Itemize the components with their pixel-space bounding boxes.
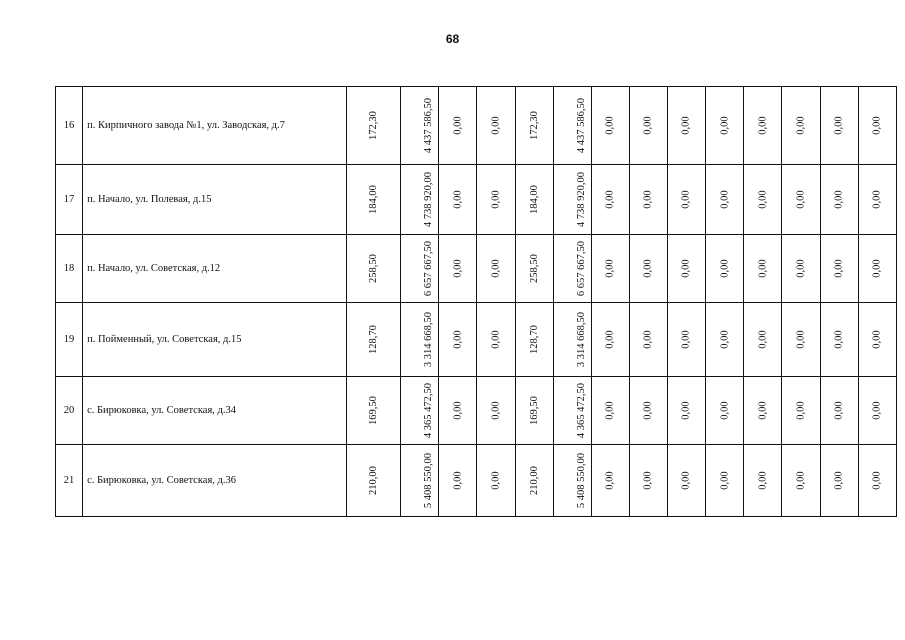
address-cell: п. Кирпичного завода №1, ул. Заводская, д.7 [83, 87, 347, 165]
value-text: 0,00 [452, 190, 464, 209]
value-cell [347, 303, 401, 377]
value-text: 0,00 [719, 116, 731, 135]
table-row [56, 303, 897, 377]
value-cell [706, 377, 744, 445]
value-cell [439, 445, 477, 517]
value-cell [744, 87, 782, 165]
value-text: 0,00 [643, 190, 655, 209]
value-cell [668, 303, 706, 377]
value-cell [515, 165, 553, 235]
value-cell [401, 445, 439, 517]
value-text: 128,70 [368, 325, 380, 354]
value-text: 0,00 [490, 116, 502, 135]
value-text: 0,00 [681, 401, 693, 420]
value-text: 0,00 [795, 190, 807, 209]
address-cell: п. Пойменный, ул. Советская, д.15 [83, 303, 347, 377]
value-text: 184,00 [368, 185, 380, 214]
value-text: 0,00 [681, 471, 693, 490]
value-cell [744, 377, 782, 445]
value-cell [347, 235, 401, 303]
value-cell [515, 235, 553, 303]
value-cell [439, 165, 477, 235]
value-text: 0,00 [871, 471, 883, 490]
value-text: 0,00 [452, 259, 464, 278]
value-cell [629, 377, 667, 445]
value-text: 0,00 [833, 190, 845, 209]
value-cell [591, 87, 629, 165]
value-cell [820, 87, 858, 165]
address-cell: с. Бирюковка, ул. Советская, д.34 [83, 377, 347, 445]
value-text: 4 437 586,50 [423, 97, 435, 154]
value-cell [477, 87, 515, 165]
value-cell [477, 303, 515, 377]
value-text: 4 437 586,50 [575, 97, 587, 154]
value-cell [629, 303, 667, 377]
value-text: 0,00 [490, 471, 502, 490]
value-cell [401, 87, 439, 165]
value-text: 0,00 [871, 259, 883, 278]
value-text: 5 408 550,00 [423, 452, 435, 509]
address-cell: п. Начало, ул. Полевая, д.15 [83, 165, 347, 235]
value-cell [515, 87, 553, 165]
value-cell [477, 445, 515, 517]
value-cell [401, 165, 439, 235]
row-number: 17 [56, 165, 83, 235]
value-cell [591, 165, 629, 235]
value-text: 3 314 668,50 [423, 311, 435, 368]
value-text: 0,00 [833, 330, 845, 349]
value-cell [706, 87, 744, 165]
value-text: 0,00 [719, 190, 731, 209]
value-cell [629, 87, 667, 165]
value-cell [668, 235, 706, 303]
value-cell [782, 87, 820, 165]
value-cell [629, 235, 667, 303]
value-text: 0,00 [757, 471, 769, 490]
value-text: 0,00 [643, 259, 655, 278]
value-cell [347, 165, 401, 235]
value-cell [668, 165, 706, 235]
table-row [56, 235, 897, 303]
value-text: 0,00 [871, 116, 883, 135]
value-text: 0,00 [643, 330, 655, 349]
value-cell [553, 165, 591, 235]
value-text: 3 314 668,50 [575, 311, 587, 368]
value-text: 0,00 [757, 190, 769, 209]
value-text: 0,00 [719, 471, 731, 490]
value-cell [706, 445, 744, 517]
value-text: 128,70 [528, 325, 540, 354]
value-text: 0,00 [795, 471, 807, 490]
value-text: 0,00 [795, 116, 807, 135]
value-text: 0,00 [833, 116, 845, 135]
value-cell [515, 303, 553, 377]
value-text: 210,00 [528, 466, 540, 495]
value-text: 0,00 [604, 471, 616, 490]
value-text: 0,00 [490, 330, 502, 349]
value-text: 210,00 [368, 466, 380, 495]
value-cell [782, 445, 820, 517]
value-cell [782, 303, 820, 377]
value-text: 0,00 [490, 190, 502, 209]
value-text: 0,00 [490, 259, 502, 278]
value-cell [347, 445, 401, 517]
table-row [56, 87, 897, 165]
data-table [55, 86, 897, 517]
value-cell [401, 377, 439, 445]
table-row [56, 165, 897, 235]
address-cell: с. Бирюковка, ул. Советская, д.36 [83, 445, 347, 517]
value-cell [820, 445, 858, 517]
value-cell [439, 87, 477, 165]
value-text: 6 657 667,50 [423, 240, 435, 297]
value-cell [477, 235, 515, 303]
value-text: 0,00 [833, 259, 845, 278]
value-text: 0,00 [757, 401, 769, 420]
value-cell [553, 303, 591, 377]
value-text: 0,00 [643, 471, 655, 490]
value-cell [858, 445, 896, 517]
value-cell [820, 165, 858, 235]
value-text: 184,00 [528, 185, 540, 214]
value-cell [744, 445, 782, 517]
value-text: 0,00 [452, 471, 464, 490]
value-text: 0,00 [604, 330, 616, 349]
value-cell [477, 377, 515, 445]
value-text: 0,00 [452, 116, 464, 135]
value-text: 0,00 [604, 116, 616, 135]
value-cell [858, 165, 896, 235]
value-text: 0,00 [871, 190, 883, 209]
value-cell [347, 377, 401, 445]
value-text: 4 365 472,50 [575, 382, 587, 439]
value-text: 4 738 920,00 [423, 171, 435, 228]
value-cell [553, 377, 591, 445]
value-cell [744, 303, 782, 377]
value-cell [820, 303, 858, 377]
value-cell [515, 377, 553, 445]
value-text: 0,00 [795, 401, 807, 420]
value-cell [782, 165, 820, 235]
value-cell [668, 445, 706, 517]
value-cell [439, 235, 477, 303]
value-cell [820, 235, 858, 303]
value-text: 0,00 [604, 259, 616, 278]
value-text: 0,00 [681, 259, 693, 278]
row-number: 19 [56, 303, 83, 377]
row-number: 18 [56, 235, 83, 303]
value-cell [515, 445, 553, 517]
value-cell [439, 303, 477, 377]
value-cell [858, 377, 896, 445]
value-text: 169,50 [528, 396, 540, 425]
value-text: 0,00 [833, 401, 845, 420]
value-text: 5 408 550,00 [575, 452, 587, 509]
value-text: 0,00 [681, 190, 693, 209]
value-text: 0,00 [604, 401, 616, 420]
value-cell [591, 445, 629, 517]
value-text: 0,00 [604, 190, 616, 209]
value-text: 0,00 [871, 401, 883, 420]
row-number: 16 [56, 87, 83, 165]
page-number: 68 [445, 32, 460, 46]
value-text: 0,00 [833, 471, 845, 490]
table-row [56, 377, 897, 445]
value-cell [744, 235, 782, 303]
value-cell [706, 303, 744, 377]
value-text: 0,00 [757, 259, 769, 278]
value-text: 0,00 [757, 116, 769, 135]
value-text: 0,00 [681, 116, 693, 135]
value-cell [553, 235, 591, 303]
value-cell [858, 303, 896, 377]
value-text: 4 738 920,00 [575, 171, 587, 228]
value-text: 0,00 [757, 330, 769, 349]
value-cell [591, 235, 629, 303]
value-text: 0,00 [643, 401, 655, 420]
value-cell [401, 303, 439, 377]
value-cell [629, 165, 667, 235]
value-text: 172,30 [368, 111, 380, 140]
row-number: 20 [56, 377, 83, 445]
value-text: 169,50 [368, 396, 380, 425]
value-cell [744, 165, 782, 235]
table-row [56, 445, 897, 517]
value-cell [591, 303, 629, 377]
value-text: 258,50 [368, 254, 380, 283]
value-text: 6 657 667,50 [575, 240, 587, 297]
value-cell [782, 377, 820, 445]
value-text: 0,00 [681, 330, 693, 349]
value-cell [782, 235, 820, 303]
value-text: 0,00 [871, 330, 883, 349]
value-cell [553, 87, 591, 165]
value-cell [706, 235, 744, 303]
value-text: 0,00 [795, 259, 807, 278]
value-text: 0,00 [719, 259, 731, 278]
value-text: 4 365 472,50 [423, 382, 435, 439]
value-text: 0,00 [719, 401, 731, 420]
value-text: 0,00 [795, 330, 807, 349]
value-text: 0,00 [643, 116, 655, 135]
value-cell [629, 445, 667, 517]
value-cell [668, 377, 706, 445]
value-cell [591, 377, 629, 445]
value-text: 258,50 [528, 254, 540, 283]
value-text: 0,00 [452, 401, 464, 420]
value-text: 0,00 [490, 401, 502, 420]
value-cell [668, 87, 706, 165]
value-cell [553, 445, 591, 517]
value-cell [439, 377, 477, 445]
value-cell [401, 235, 439, 303]
value-cell [820, 377, 858, 445]
value-cell [347, 87, 401, 165]
value-cell [858, 87, 896, 165]
address-cell: п. Начало, ул. Советская, д.12 [83, 235, 347, 303]
value-cell [477, 165, 515, 235]
value-text: 0,00 [452, 330, 464, 349]
value-cell [858, 235, 896, 303]
value-text: 0,00 [719, 330, 731, 349]
value-cell [706, 165, 744, 235]
row-number: 21 [56, 445, 83, 517]
value-text: 172,30 [528, 111, 540, 140]
